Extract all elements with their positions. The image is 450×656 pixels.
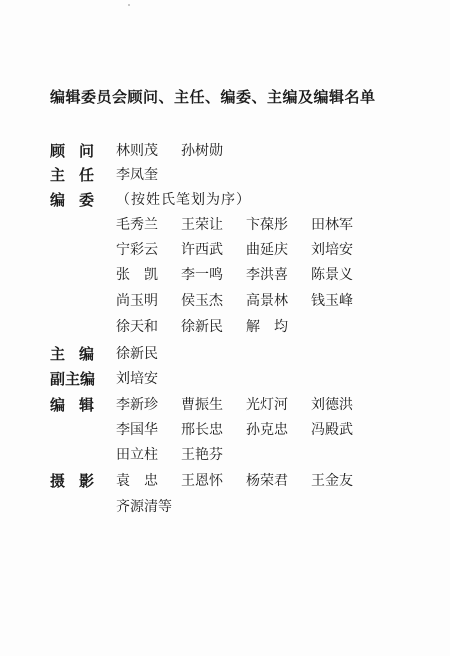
committee-member-name: 张 凯 [116,267,158,283]
director-label: 主任 [50,165,109,184]
advisers-row [50,140,246,160]
committee-member-name: 刘培安 [311,242,353,258]
editor-name: 曹振生 [181,397,223,413]
editors-names-row [116,444,246,464]
editors-names-row [116,419,376,439]
editors-label: 编辑 [50,395,109,414]
committee-member-name: 侯玉杰 [181,293,223,309]
editor-name: 李国华 [116,422,158,438]
committee-member-name: 高景林 [246,293,288,309]
editor-name: 刘德洪 [311,397,353,413]
committee-member-name: 徐新民 [181,319,223,335]
photographer-name: 袁 忠 [116,473,158,489]
photographer-name: 齐源清等 [116,499,172,515]
photographer-name: 杨荣君 [246,473,288,489]
committee-member-name: 尚玉明 [116,293,158,309]
committee-member-name: 田林军 [311,217,353,233]
editor-name: 冯殿武 [311,422,353,438]
scan-speck [128,4,130,6]
deputy-chief-editor-row [50,368,181,388]
page-title: 编辑委员会顾问、主任、编委、主编及编辑名单 [50,88,376,106]
committee-names-row [116,264,376,284]
committee-member-name: 钱玉峰 [311,293,353,309]
editors-row [50,394,376,414]
director-row [50,164,181,184]
deputy-chief-editor-label: 副主编 [50,369,96,388]
editor-name: 光灯河 [246,397,288,413]
director-name: 李凤奎 [116,167,158,183]
committee-member-name: 曲延庆 [246,242,288,258]
committee-member-name: 卞葆彤 [246,217,288,233]
editor-name: 田立柱 [116,447,158,463]
editor-name: 孙克忠 [246,422,288,438]
committee-names-row [116,214,376,234]
committee-member-name: 徐天和 [116,319,158,335]
editor-name: 王艳芬 [181,447,223,463]
director-names [116,164,181,184]
photography-row [50,470,376,490]
photography-names-row [116,496,206,516]
committee-order-note: （按姓氏笔划为序） [116,192,251,208]
committee-member-name: 解 均 [246,319,288,335]
advisers-names [116,140,246,160]
photography-label: 摄影 [50,471,109,490]
advisers-label: 顾问 [50,141,109,160]
committee-names-row [116,239,376,259]
committee-member-name: 李一鸣 [181,267,223,283]
committee-names-row [116,316,311,336]
editor-name: 邢长忠 [181,422,223,438]
committee-member-name: 毛秀兰 [116,217,158,233]
committee-member-name: 陈景义 [311,267,353,283]
adviser-name: 林则茂 [116,143,158,159]
committee-member-name: 李洪喜 [246,267,288,283]
photographer-name: 王金友 [311,473,353,489]
chief-editor-label: 主编 [50,344,109,363]
editor-name: 李新珍 [116,397,158,413]
committee-row [50,189,251,209]
chief-editor-row [50,343,181,363]
committee-member-name: 许西武 [181,242,223,258]
deputy-chief-editor-name: 刘培安 [116,371,158,387]
photographer-name: 王恩怀 [181,473,223,489]
committee-member-name: 王荣让 [181,217,223,233]
committee-label: 编委 [50,190,109,209]
committee-member-name: 宁彩云 [116,242,158,258]
chief-editor-name: 徐新民 [116,346,158,362]
committee-names-row [116,290,376,310]
adviser-name: 孙树勋 [181,143,223,159]
